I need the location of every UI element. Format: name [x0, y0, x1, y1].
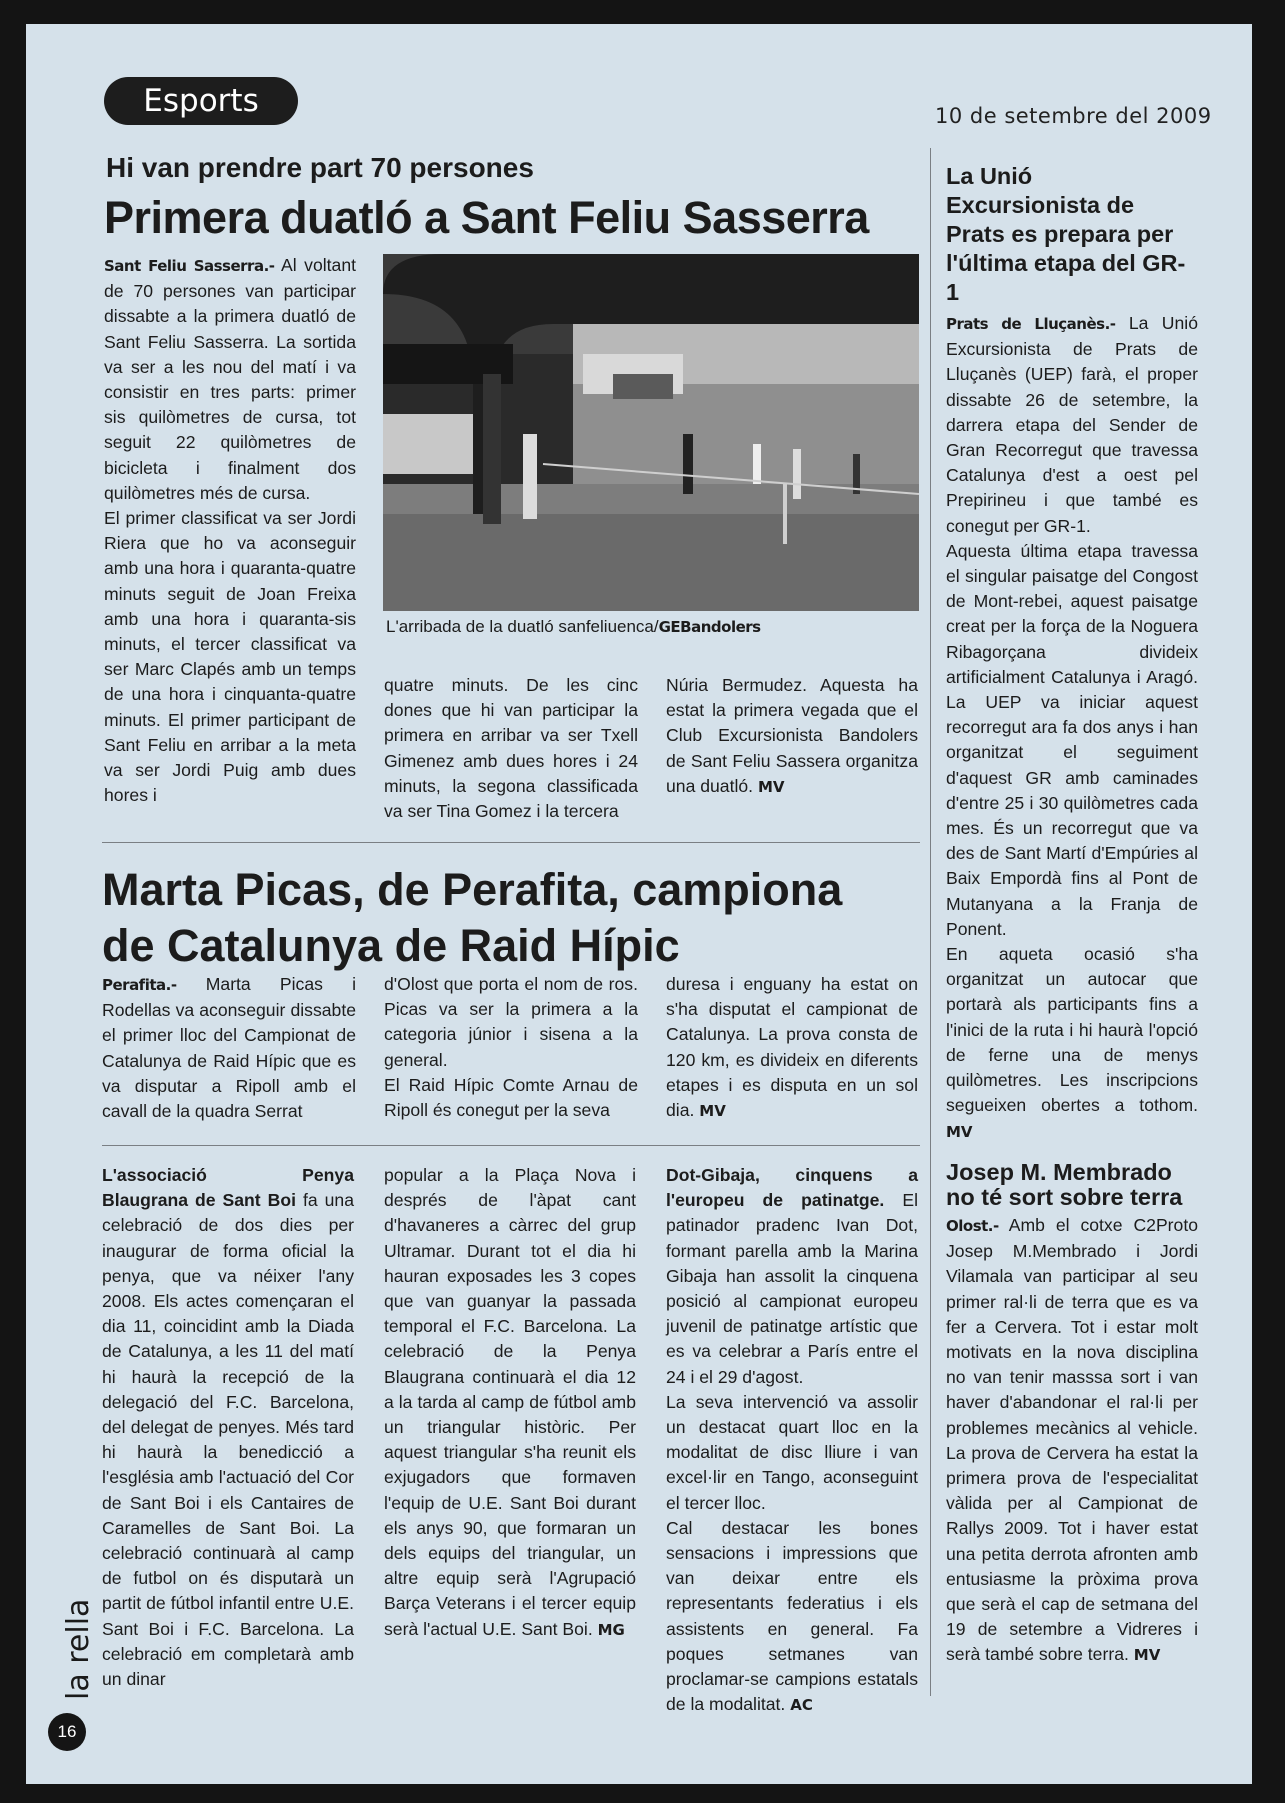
article1-column-3	[666, 673, 918, 800]
article1-text: Núria Bermudez. Aquesta ha estat la primera vegada que el Club Excursionista Bandolers de Sant Feliu Sassera organitza una duatló.	[666, 675, 918, 796]
sidebar1-dateline: Prats de Lluçanès.-	[946, 315, 1116, 333]
article1-dateline: Sant Feliu Sasserra.-	[104, 257, 275, 275]
sidebar2-headline: Josep M. Membrado no té sort sobre terra	[946, 1159, 1183, 1210]
article1-signature: MV	[757, 777, 785, 796]
sidebar1-text: Aquesta última etapa travessa el singular paisatge del Congost de Mont-rebei, aquest paisatge creat per la força de la Noguera Ribagorçana divideix artificialment Catalunya i Aragó. La UEP va iniciar aquest recorregut ara fa dos anys i han organitzat el seguiment d'aquest GR amb caminades d'entre 25 i 30 quilòmetres cada mes. És un recorregut que va des de Sant Martí d'Empúries al Baix Empordà fins al Pont de Mutanyana a la Franja de Ponent.	[946, 540, 1198, 939]
duathlon-arch-image	[383, 254, 919, 611]
sidebar1-body	[946, 311, 1198, 1145]
sidebar2-body	[946, 1213, 1198, 1669]
article2-headline: Marta Picas, de Perafita, campiona de Catalunya de Raid Hípic	[102, 864, 843, 971]
sidebar1-text: La Unió Excursionista de Prats de Lluçanès (UEP) farà, el proper dissabte 26 de setembre, la darrera etapa del Sender de Gran Recorregut que travessa Catalunya d'est a oest pel Prepirineu i que també es conegut per GR-1.	[946, 313, 1198, 536]
article1-headline: Primera duatló a Sant Feliu Sasserra	[104, 192, 869, 243]
article4-lead: Dot-Gibaja, cinquens a l'europeu de patinatge.	[666, 1165, 918, 1211]
duathlon-photo	[383, 254, 919, 611]
article2-text: Marta Picas i Rodellas va aconseguir dissabte el primer lloc del Campionat de Catalunya de Raid Hípic que es va disputar a Ripoll amb el cavall de la quadra Serrat	[102, 974, 356, 1122]
article4-text: Cal destacar les bones sensacions i impressions que van deixar entre els representants federatius i els assistents en general. Fa poques setmanes van proclamar-se campions estatals de la modalitat.	[666, 1517, 918, 1715]
article1-kicker: Hi van prendre part 70 persones	[106, 152, 534, 183]
sidebar2-text: Amb el cotxe C2Proto Josep M.Membrado i Jordi Vilamala van participar al seu primer ral·li de terra que es va fer a Cervera. Tot i estar molt motivats en la nova disciplina no van tenir masssa sort i van haver d'abandonar el ral·li per problemes mecànics al vehicle. La prova de Cervera ha estat la primera prova de l'especialitat vàlida per al Campionat de Rallys 2009. Tot i haver estat una petita derrota afronten amb entusiasme la pròxima prova que serà el cap de setmana del 19 de setembre a Vidreres i serà també sobre terra.	[946, 1215, 1198, 1665]
section-tab: Esports	[104, 77, 298, 125]
article2-dateline: Perafita.-	[102, 976, 177, 994]
page-number: 16	[48, 1713, 86, 1751]
article2-text: d'Olost que porta el nom de ros. Picas va ser la primera a la categoria júnior i sisena a la general.	[384, 974, 638, 1070]
article2-column-2	[384, 972, 638, 1123]
sidebar1-headline: La Unió Excursionista de Prats es prepara per l'última etapa del GR-1	[946, 163, 1186, 305]
sidebar1-signature: MV	[946, 1122, 973, 1141]
article4-text: El patinador pradenc Ivan Dot, formant parella amb la Marina Gibaja han assolit la cinquena posició al campionat europeu juvenil de patinatge artístic que es va celebrar a París entre el 24 i el 29 d'agost.	[666, 1190, 918, 1387]
divider	[102, 842, 920, 843]
magazine-logo-mark	[40, 1590, 110, 1710]
caption-credit: GEBandolers	[658, 618, 761, 636]
article1-column-2	[384, 673, 638, 824]
article2-column-1	[102, 972, 356, 1124]
sidebar1-text: En aqueta ocasió s'ha organitzat un autocar que portarà als participants fins a l'inici de la ruta i hi haurà l'opció de ferne una de menys quilòmetres. Les inscripcions segueixen obertes a tothom.	[946, 944, 1198, 1116]
article3-column-1	[102, 1163, 354, 1692]
article3-signature: MG	[597, 1620, 625, 1639]
issue-date: 10 de setembre del 2009	[935, 104, 1212, 128]
article4-column	[666, 1163, 918, 1718]
article2-text: El Raid Hípic Comte Arnau de Ripoll és conegut per la seva	[384, 1074, 638, 1121]
divider	[102, 1145, 920, 1146]
article2-signature: MV	[699, 1102, 726, 1121]
sidebar2-signature: MV	[1133, 1646, 1161, 1665]
article3-text: fa una celebració de dos dies per inaugurar de forma oficial la penya, que va néixer l'any 2008. Els actes començaran el dia 11, coincidint amb la Diada de Catalunya, a les 11 del matí hi haurà la recepció de la delegació del F.C. Barcelona, del delegat de penyes. Més tard hi haurà la benedicció a l'església amb l'actuació del Cor de Sant Boi i els Cantaires de Caramelles de Sant Boi. La celebració continuarà al camp de futbol on és disputarà un partit de fútbol infantil entre U.E. Sant Boi i F.C. Barcelona. La celebració em completarà amb un dinar	[102, 1190, 354, 1690]
article2-text: duresa i enguany ha estat on s'ha disputat el campionat de Catalunya. La prova consta de 120 km, es divideix en diferents etapes i es disputa en un sol dia.	[666, 974, 918, 1121]
article1-column-1	[104, 253, 356, 808]
article1-text: Al voltant de 70 persones van participar dissabte a la primera duatló de Sant Feliu Sasserra. La sortida va ser a les nou del matí i va consistir en tres parts: primer sis quilòmetres de cursa, tot seguit 22 quilòmetres de bicicleta i finalment dos quilòmetres més de cursa.	[104, 255, 356, 503]
article3-lead: L'associació Penya Blaugrana de Sant Boi	[102, 1165, 354, 1211]
article4-text: La seva intervenció va assolir un destacat quart lloc en la modalitat de disc lliure i van excel·lir en Tango, aconseguint el tercer lloc.	[666, 1391, 918, 1513]
article1-text: quatre minuts. De les cinc dones que hi van participar la primera en arribar va ser Txell Gimenez amb dues hores i 24 minuts, la segona classificada va ser Tina Gomez i la tercera	[384, 675, 638, 822]
column-divider	[930, 148, 931, 1696]
sidebar2-dateline: Olost.-	[946, 1217, 999, 1235]
photo-caption	[386, 617, 916, 637]
article1-text: El primer classificat va ser Jordi Riera que ho va aconseguir amb una hora i quaranta-quatre minuts seguit de Joan Freixa amb una hora i quaranta-sis minuts, el tercer classificat va ser Marc Clapés amb un temps de una hora i cinquanta-quatre minuts. El primer participant de Sant Feliu en arribar a la meta va ser Jordi Puig amb dues hores i	[104, 508, 356, 806]
magazine-name: la rella	[61, 1598, 96, 1700]
article4-signature: AC	[790, 1696, 813, 1715]
article3-text: popular a la Plaça Nova i després de l'àpat cant d'havaneres a càrrec del grup Ultramar. Durant tot el dia hi hauran exposades les 3 copes que van guanyar la passada temporal el F.C. Barcelona. La celebració de la Penya Blaugrana continuarà el dia 12 a la tarda al camp de fútbol amb un triangular històric. Per aquest triangular s'ha reunit els exjugadors que formaven l'equip de U.E. Sant Boi durant els anys 90, que formaran un dels equips del triangular, un altre equip serà l'Agrupació Barça Veterans i el tercer equip serà l'actual U.E. Sant Boi.	[384, 1165, 636, 1639]
article3-column-2	[384, 1163, 636, 1643]
article2-column-3	[666, 972, 918, 1124]
magazine-logo	[40, 1590, 110, 1710]
caption-text: L'arribada de la duatló sanfeliuenca/	[386, 617, 659, 636]
